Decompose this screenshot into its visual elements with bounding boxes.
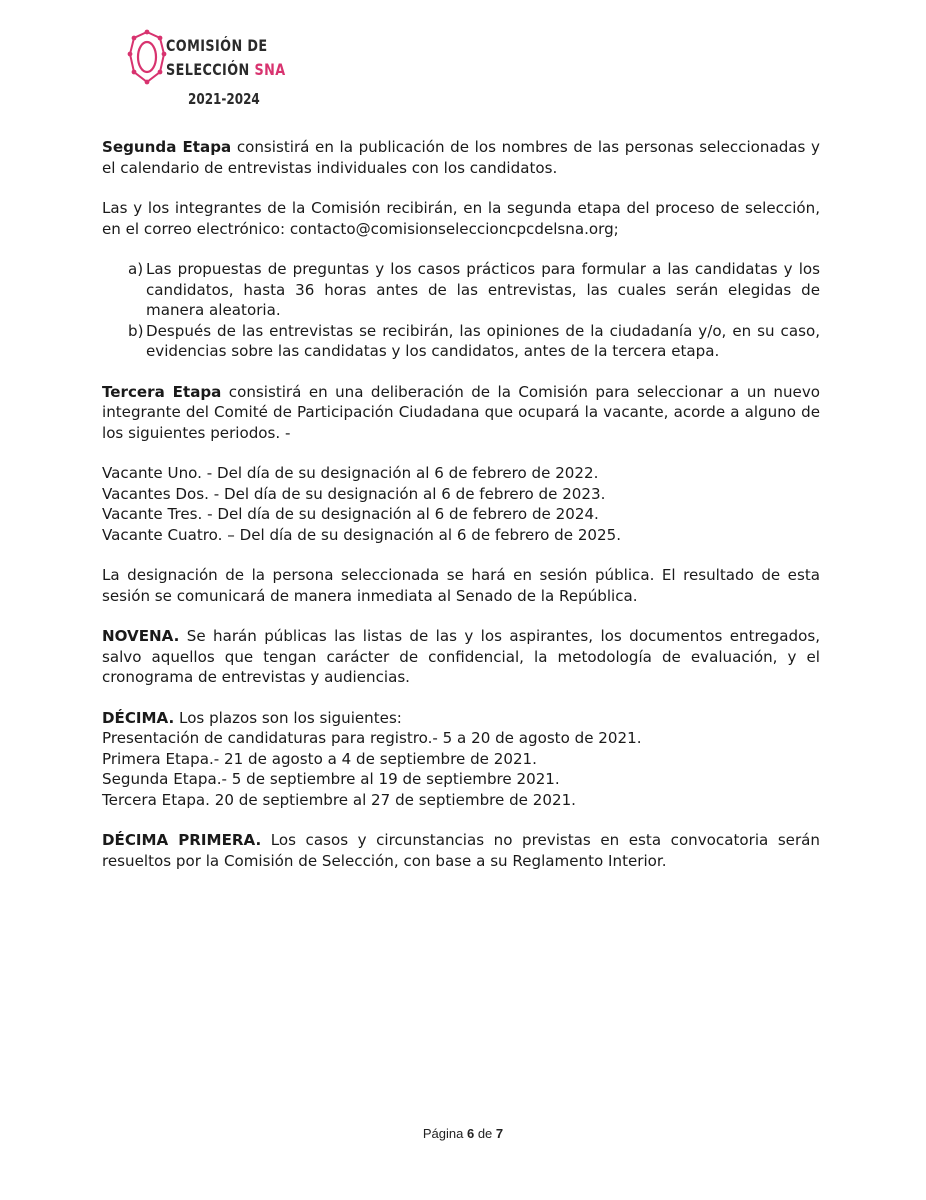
page-footer bbox=[0, 1126, 926, 1141]
list-item bbox=[102, 259, 820, 321]
text-tercera-etapa: consistirá en una deliberación de la Comisión para seleccionar a un nuevo integrante del Comité de Participación Ciudadana que ocupará la vacante, acorde a alguno de los siguientes periodos. - bbox=[102, 382, 820, 442]
logo bbox=[126, 28, 286, 112]
vacante-line: Vacante Cuatro. – Del día de su designación al 6 de febrero de 2025. bbox=[102, 525, 622, 544]
logo-years: 2021-2024 bbox=[188, 90, 260, 108]
heading-novena: NOVENA. bbox=[102, 627, 180, 645]
list-item bbox=[102, 321, 820, 362]
logo-ring-icon bbox=[126, 28, 168, 88]
logo-text-line2 bbox=[166, 60, 286, 79]
heading-tercera-etapa: Tercera Etapa bbox=[102, 382, 222, 401]
list-marker: b) bbox=[128, 321, 144, 340]
document-body bbox=[102, 137, 820, 891]
paragraph-segunda-etapa bbox=[102, 137, 820, 178]
plazo-line: Segunda Etapa.- 5 de septiembre al 19 de septiembre 2021. bbox=[102, 770, 560, 788]
heading-segunda-etapa: Segunda Etapa bbox=[102, 138, 232, 156]
page-word: Página bbox=[422, 1126, 464, 1141]
logo-text-seleccion: SELECCIÓN bbox=[166, 60, 250, 79]
heading-decima: DÉCIMA. bbox=[102, 708, 175, 727]
text-novena: Se harán públicas las listas de las y los aspirantes, los documentos entregados, salvo aquellos que tengan carácter de confidencial, la metodología de evaluación, y el cronograma de entrevistas y audiencias. bbox=[102, 627, 820, 686]
list-item-text: Después de las entrevistas se recibirán, las opiniones de la ciudadanía y/o, en su caso, evidencias sobre las candidatas y los candidatos, antes de la tercera etapa. bbox=[146, 321, 820, 360]
paragraph-decima-primera bbox=[102, 830, 820, 871]
paragraph-integrantes: Las y los integrantes de la Comisión recibirán, en la segunda etapa del proceso de selección, en el correo electrónico: contacto@comisionseleccioncpcdelsna.org; bbox=[102, 199, 820, 238]
logo-text-line1: COMISIÓN DE bbox=[166, 36, 268, 55]
page-total: 7 bbox=[495, 1126, 504, 1141]
paragraph-vacantes bbox=[102, 463, 820, 545]
of-word: de bbox=[477, 1126, 493, 1141]
paragraph-tercera-etapa bbox=[102, 382, 820, 444]
plazo-line: Primera Etapa.- 21 de agosto a 4 de septiembre de 2021. bbox=[102, 749, 537, 768]
text-segunda-etapa: consistirá en la publicación de los nombres de las personas seleccionadas y el calendario de entrevistas individuales con los candidatos. bbox=[102, 138, 820, 177]
logo-text-sna: SNA bbox=[254, 60, 286, 79]
paragraph-novena bbox=[102, 626, 820, 688]
list-propuestas bbox=[102, 259, 820, 362]
heading-decima-primera: DÉCIMA PRIMERA. bbox=[102, 831, 262, 849]
text-decima: Los plazos son los siguientes: bbox=[174, 708, 402, 727]
plazo-line: Tercera Etapa. 20 de septiembre al 27 de septiembre de 2021. bbox=[102, 790, 576, 809]
list-marker: a) bbox=[128, 260, 144, 278]
page-number: 6 bbox=[466, 1126, 475, 1141]
decima-intro bbox=[102, 708, 820, 729]
vacante-line: Vacantes Dos. - Del día de su designación al 6 de febrero de 2023. bbox=[102, 484, 606, 503]
vacante-line: Vacante Uno. - Del día de su designación al 6 de febrero de 2022. bbox=[102, 464, 599, 482]
plazo-line: Presentación de candidaturas para registro.- 5 a 20 de agosto de 2021. bbox=[102, 729, 642, 747]
list-item-text: Las propuestas de preguntas y los casos prácticos para formular a las candidatas y los candidatos, hasta 36 horas antes de las entrevistas, las cuales serán elegidas de manera aleatoria. bbox=[146, 260, 820, 319]
paragraph-decima bbox=[102, 708, 820, 811]
vacante-line: Vacante Tres. - Del día de su designación al 6 de febrero de 2024. bbox=[102, 505, 599, 523]
text-decima-primera: Los casos y circunstancias no previstas en esta convocatoria serán resueltos por la Comisión de Selección, con base a su Reglamento Interior. bbox=[102, 831, 820, 870]
paragraph-designacion: La designación de la persona seleccionada se hará en sesión pública. El resultado de esta sesión se comunicará de manera inmediata al Senado de la República. bbox=[102, 566, 820, 605]
